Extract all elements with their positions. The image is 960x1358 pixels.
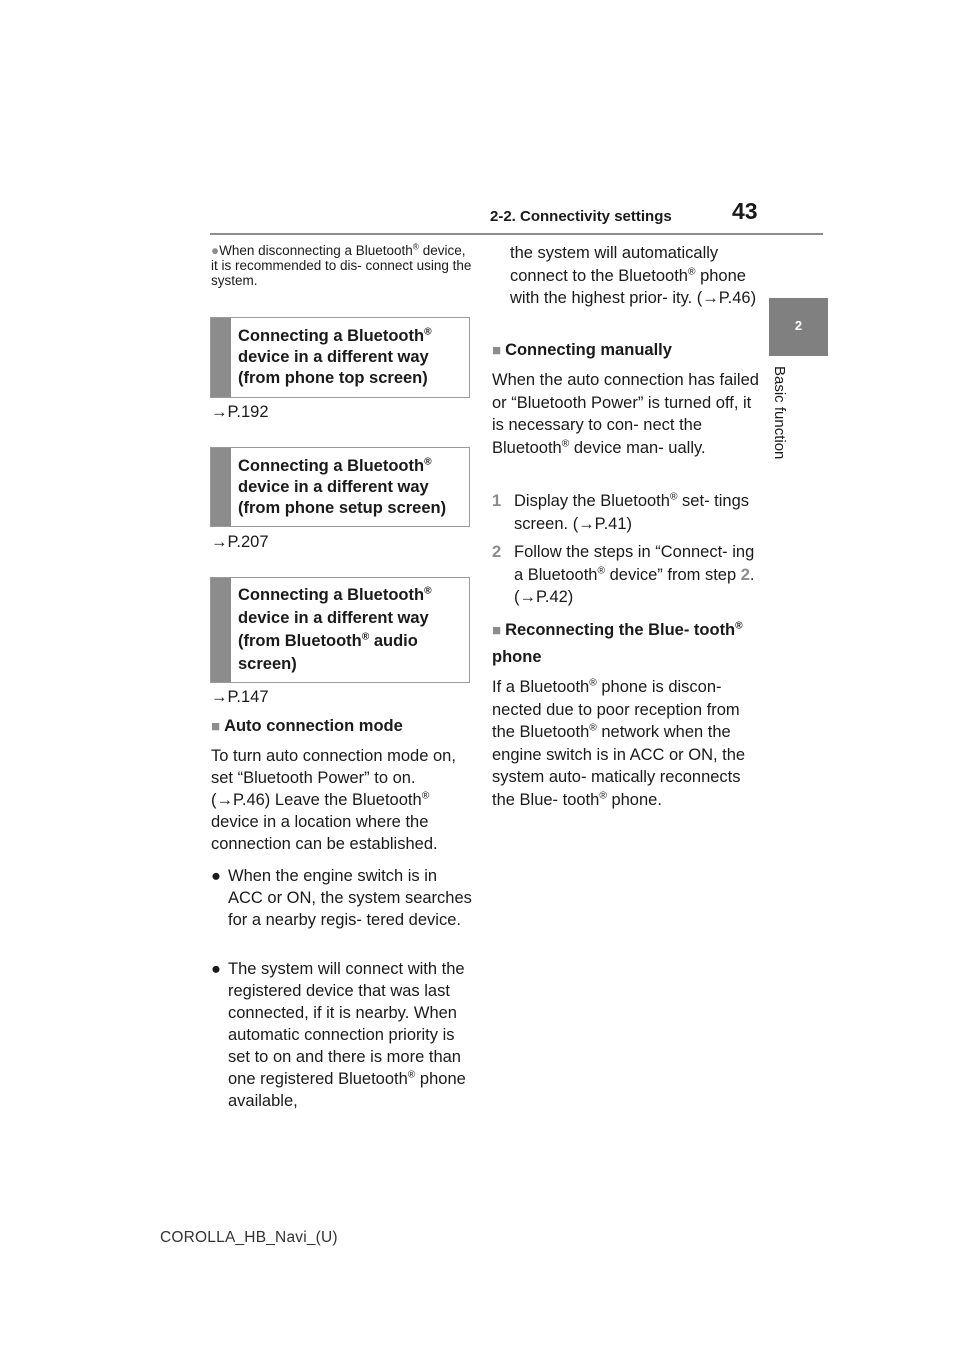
manual-connection-heading: [492, 341, 672, 360]
list-item: [211, 958, 473, 1112]
box-line: (from Bluetooth: [238, 632, 362, 650]
list-item-text: When the engine switch is in ACC or ON, the system searches for a nearby regis- tered device.: [228, 867, 472, 929]
step-ref-number: 2: [740, 565, 750, 584]
note-bullet-icon: ●: [211, 243, 220, 258]
registered-mark: ®: [561, 438, 570, 449]
para-text: phone with the highest prior- ity. (→P.46): [510, 266, 757, 307]
manual-connection-paragraph: [492, 369, 760, 459]
section-title: 2-2. Connectivity settings: [490, 208, 672, 225]
note-text-b: device, it is recommended to dis- connect using the system.: [211, 243, 472, 288]
box-line: device in a different way: [238, 609, 429, 627]
box-title: [238, 326, 465, 389]
chapter-label-text: Basic function: [771, 366, 788, 460]
list-item: [211, 865, 473, 931]
square-bullet-icon: ■: [211, 718, 221, 735]
section-box-bluetooth-audio: [210, 577, 470, 683]
registered-mark: ®: [421, 790, 430, 802]
document-id: COROLLA_HB_Navi_(U): [160, 1229, 338, 1246]
reconnect-paragraph: [492, 676, 754, 811]
header-rule: [210, 233, 823, 235]
para-text: If a Bluetooth: [492, 678, 590, 696]
registered-mark: ®: [424, 456, 432, 468]
page-reference[interactable]: →P.207: [211, 533, 269, 551]
registered-mark: ®: [735, 620, 743, 632]
step-text-c: . (→P.42): [514, 565, 755, 606]
para-text: the system will automatically connect to the Bluetooth: [510, 244, 719, 285]
note-text-a: When disconnecting a Bluetooth: [219, 243, 413, 258]
para-text: phone.: [606, 790, 662, 809]
box-accent-bar: [211, 318, 231, 397]
page-reference[interactable]: →P.192: [211, 403, 269, 421]
box-accent-bar: [211, 578, 231, 682]
box-title: [238, 584, 465, 676]
registered-mark: ®: [407, 1069, 416, 1081]
heading-text: Auto connection mode: [224, 717, 403, 735]
step-text-a: Display the Bluetooth: [514, 492, 670, 510]
note: [211, 243, 473, 288]
box-line: device in a different way: [238, 478, 429, 496]
registered-mark: ®: [599, 790, 607, 801]
heading-text: phone: [492, 648, 542, 666]
para-text: network when the engine switch is in ACC or ON, the system auto- matically reconnects the Blue- tooth: [492, 723, 746, 809]
registered-mark: ®: [412, 241, 419, 252]
page-number: 43: [732, 198, 758, 224]
auto-connection-paragraph: [211, 745, 473, 855]
box-line: audio: [369, 632, 418, 650]
box-line: (from phone setup screen): [238, 499, 447, 517]
box-title: [238, 456, 465, 519]
registered-mark: ®: [424, 585, 432, 597]
para-text: When the auto connection has failed or “Bluetooth Power” is turned off, it is necessary to con- nect the Bluetooth: [492, 371, 759, 457]
dot-bullet-icon: ●: [211, 867, 221, 885]
chapter-label: [771, 366, 791, 476]
para-text: device in a location where the connection can be established.: [211, 813, 438, 853]
step-text: [514, 490, 760, 535]
step-text: [514, 541, 760, 609]
square-bullet-icon: ■: [492, 342, 502, 359]
box-line: Connecting a Bluetooth: [238, 586, 425, 604]
step-item: [492, 541, 760, 609]
heading-text: Reconnecting the Blue- tooth: [505, 621, 736, 639]
box-line: Connecting a Bluetooth: [238, 457, 425, 475]
step-text-b: device” from step: [605, 565, 741, 584]
list-item-text: [228, 958, 473, 1112]
reconnect-heading: [492, 617, 752, 670]
list-item-continuation: [510, 242, 760, 310]
box-accent-bar: [211, 448, 231, 526]
para-text: phone is discon- nected due to poor reception from the Bluetooth: [492, 678, 740, 741]
square-bullet-icon: ■: [492, 622, 502, 639]
registered-mark: ®: [669, 491, 678, 503]
section-box-phone-setup: [210, 447, 470, 527]
step-text-b: set- tings screen. (→P.41): [514, 492, 749, 533]
registered-mark: ®: [589, 677, 597, 689]
registered-mark: ®: [424, 326, 432, 338]
page-reference[interactable]: →P.147: [211, 688, 269, 706]
box-line: screen): [238, 655, 297, 673]
step-text-a: Follow the steps in “Connect- ing a Bluetooth: [514, 543, 755, 584]
box-line: Connecting a Bluetooth: [238, 327, 425, 345]
list-item-text-b: phone available,: [228, 1070, 466, 1110]
step-number: 2: [492, 543, 502, 561]
heading-text: Connecting manually: [505, 341, 672, 359]
registered-mark: ®: [589, 722, 597, 734]
step-item: [492, 490, 760, 535]
para-text: device man- ually.: [569, 438, 706, 457]
dot-bullet-icon: ●: [211, 960, 221, 978]
box-line: device in a different way: [238, 348, 429, 366]
chapter-number: 2: [794, 318, 803, 333]
registered-mark: ®: [687, 266, 696, 277]
box-line: (from phone top screen): [238, 369, 428, 387]
para-text: To turn auto connection mode on, set “Bluetooth Power” to on. (→P.46) Leave the Bluetooth: [211, 747, 456, 809]
step-number: 1: [492, 492, 502, 510]
registered-mark: ®: [597, 565, 606, 576]
registered-mark: ®: [361, 631, 370, 643]
auto-connection-heading: [211, 717, 403, 736]
section-box-phone-top: [210, 317, 470, 398]
list-item-text-a: The system will connect with the registered device that was last connected, if it is nearby. When automatic connection priority is set to on and there is more than one registered Bluetooth: [228, 960, 465, 1088]
